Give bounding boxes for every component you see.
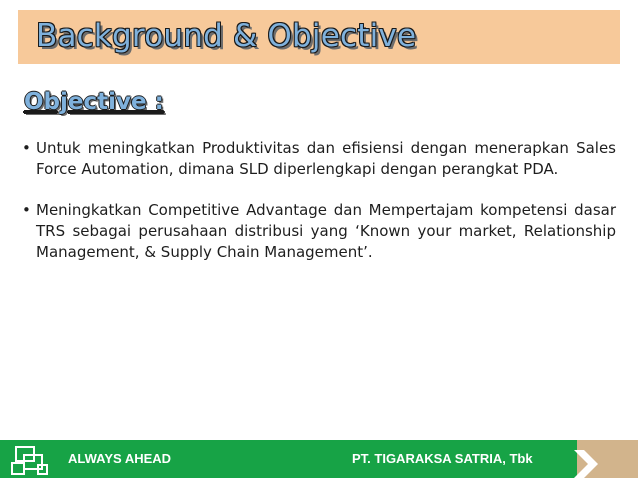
- footer-company-name: PT. TIGARAKSA SATRIA, Tbk: [352, 451, 533, 466]
- bullet-list: [20, 138, 616, 283]
- bullet-item: [20, 200, 616, 263]
- company-logo-icon: [10, 443, 50, 477]
- bullet-text: Meningkatkan Competitive Advantage dan Mempertajam kompetensi dasar TRS sebagai perusahaan distribusi yang ‘Known your market, Relationship Management, & Supply Chain Management’.: [36, 201, 616, 261]
- footer-tagline: ALWAYS AHEAD: [68, 451, 172, 466]
- bullet-dot-icon: •: [22, 201, 31, 219]
- slide-title: Background & Objective: [36, 18, 417, 54]
- section-heading: Objective :: [24, 89, 164, 115]
- arrow-right-icon: [558, 446, 602, 478]
- bullet-dot-icon: •: [22, 139, 31, 157]
- bullet-item: [20, 138, 616, 180]
- bullet-text: Untuk meningkatkan Produktivitas dan efisiensi dengan menerapkan Sales Force Automation, dimana SLD diperlengkapi dengan perangkat PDA.: [36, 139, 616, 178]
